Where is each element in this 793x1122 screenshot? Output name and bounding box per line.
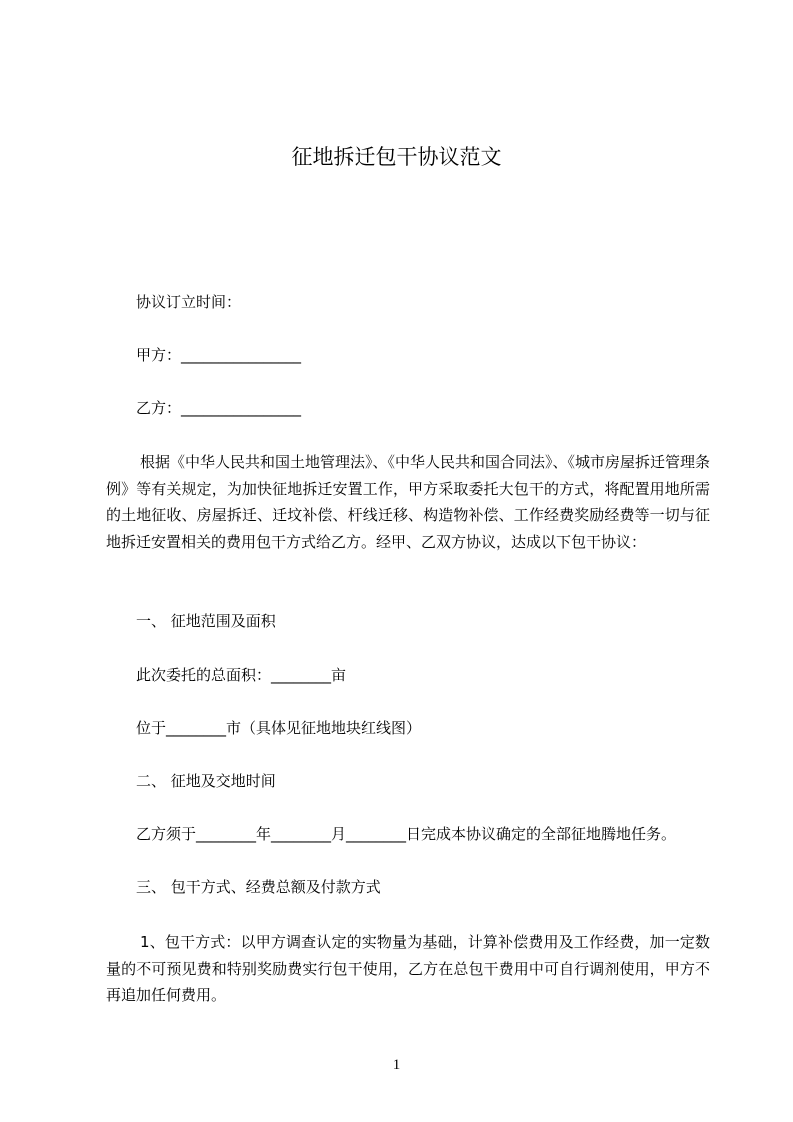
section-1-heading: 一、 征地范围及面积 xyxy=(136,612,276,630)
clause-1-paragraph: 1、包干方式：以甲方调查认定的实物量为基础，计算补偿费用及工作经费，加一定数量的不可预见费和特别奖励费实行包干使用，乙方在总包干费用中可自行调剂使用，甲方不再追加任何费用。 xyxy=(106,933,710,1004)
party-b-line: 乙方：________________ xyxy=(136,399,302,417)
agreement-date-line: 协议订立时间： xyxy=(136,293,242,311)
deadline-line: 乙方须于________年________月________日完成本协议确定的全部征地腾地任务。 xyxy=(136,825,677,843)
section-3-heading: 三、 包干方式、经费总额及付款方式 xyxy=(136,878,381,896)
document-title: 征地拆迁包干协议范文 xyxy=(291,145,502,169)
intro-paragraph: 根据《中华人民共和国土地管理法》、《中华人民共和国合同法》、《城市房屋拆迁管理条例》等有关规定，为加快征地拆迁安置工作，甲方采取委托大包干的方式，将配置用地所需的土地征收、房屋拆迁、迁坟补偿、杆线迁移、构造物补偿、工作经费奖励经费等一切与征地拆迁安置相关的费用包干方式给乙方。经甲、乙双方协议，达成以下包干协议： xyxy=(106,453,711,551)
location-line: 位于________市（具体见征地地块红线图） xyxy=(136,719,422,737)
total-area-line: 此次委托的总面积：________亩 xyxy=(136,666,347,684)
section-2-heading: 二、 征地及交地时间 xyxy=(136,772,276,790)
page-number: 1 xyxy=(392,1057,401,1073)
party-a-line: 甲方：________________ xyxy=(136,346,302,364)
